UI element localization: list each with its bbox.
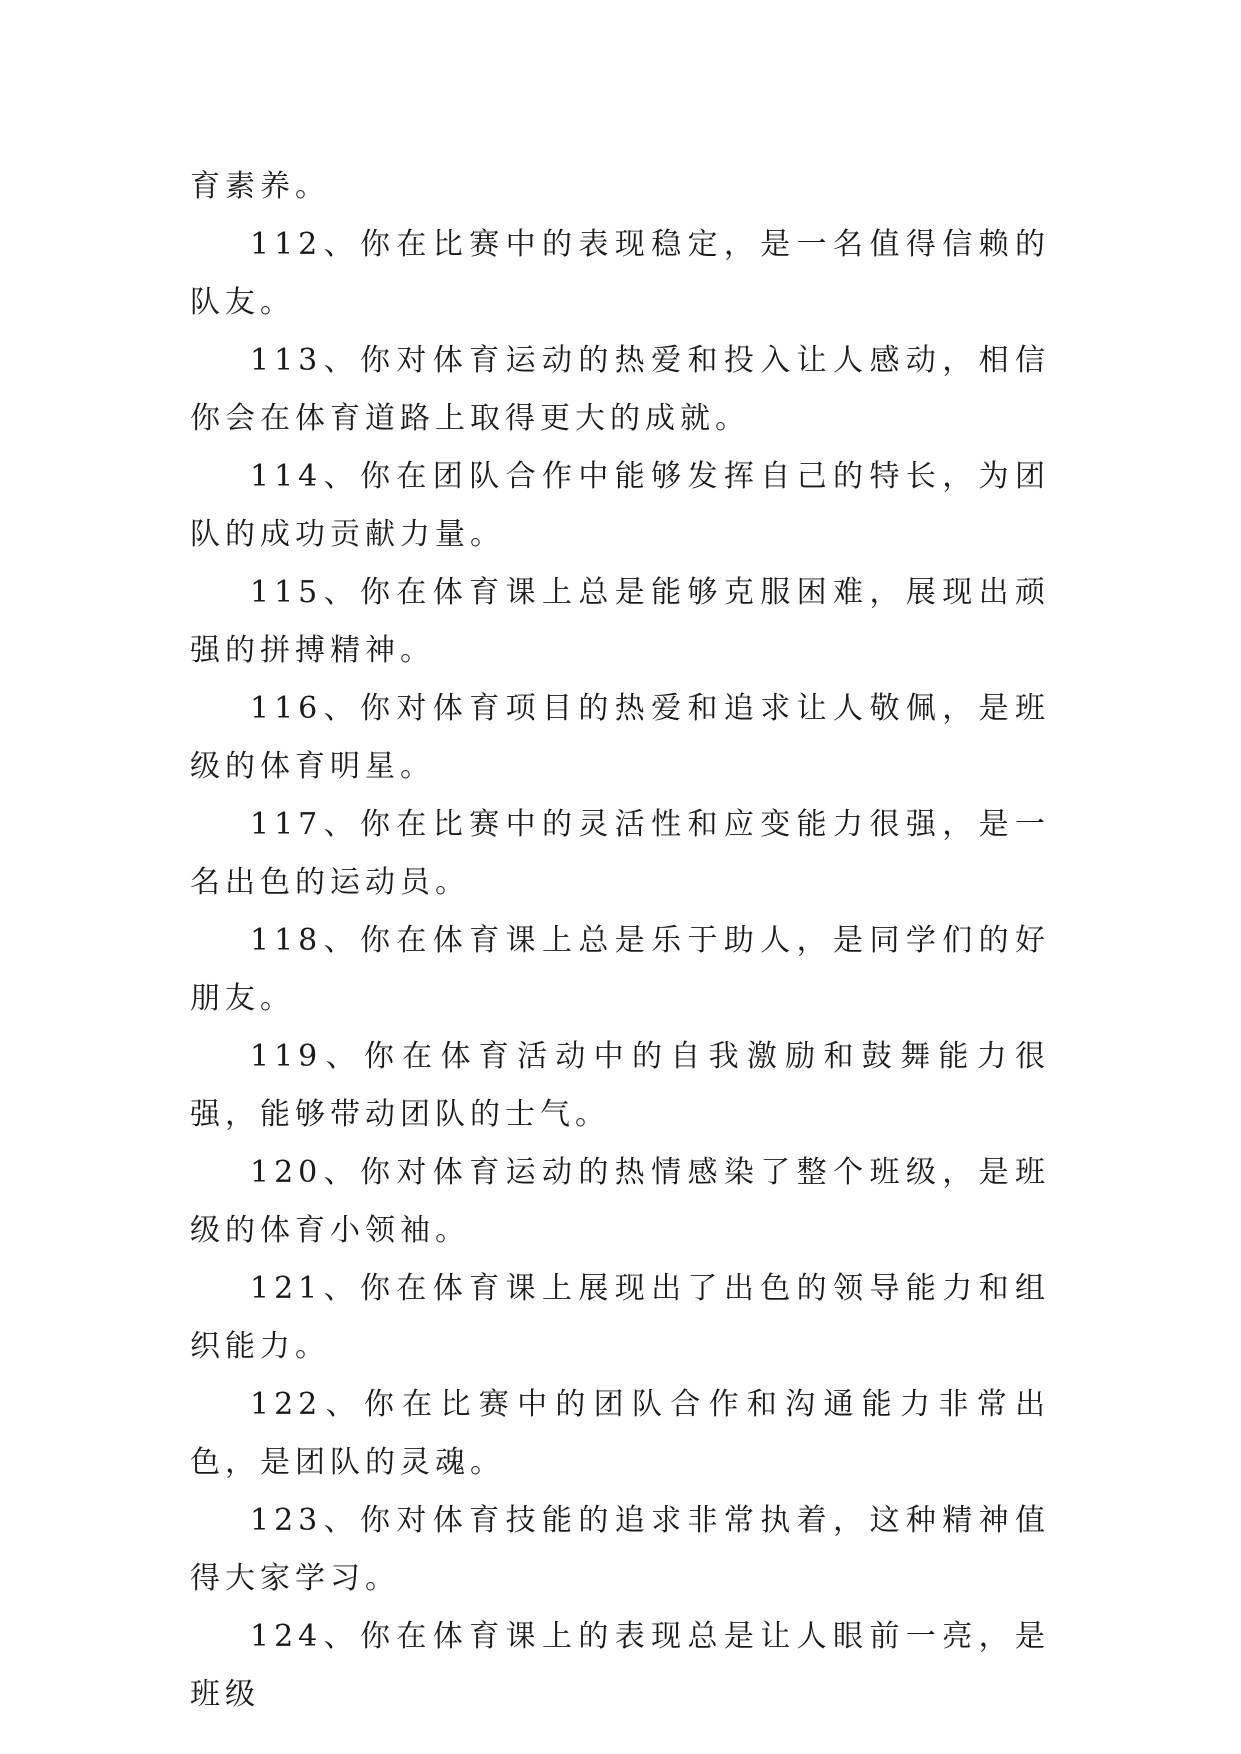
paragraph-121: 121、你在体育课上展现出了出色的领导能力和组织能力。	[190, 1271, 1050, 1364]
paragraph-120: 120、你对体育运动的热情感染了整个班级，是班级的体育小领袖。	[190, 1155, 1050, 1248]
paragraph-122: 122、你在比赛中的团队合作和沟通能力非常出色，是团队的灵魂。	[190, 1387, 1050, 1480]
paragraph-117: 117、你在比赛中的灵活性和应变能力很强，是一名出色的运动员。	[190, 807, 1050, 900]
document-body	[190, 158, 1050, 1724]
paragraph-118: 118、你在体育课上总是乐于助人，是同学们的好朋友。	[190, 923, 1050, 1016]
paragraph-continuation: 育素养。	[190, 169, 330, 204]
paragraph-123: 123、你对体育技能的追求非常执着，这种精神值得大家学习。	[190, 1503, 1050, 1596]
paragraph-112: 112、你在比赛中的表现稳定，是一名值得信赖的队友。	[190, 227, 1050, 320]
paragraph-115: 115、你在体育课上总是能够克服困难，展现出顽强的拼搏精神。	[190, 575, 1050, 668]
paragraph-113: 113、你对体育运动的热爱和投入让人感动，相信你会在体育道路上取得更大的成就。	[190, 343, 1050, 436]
paragraph-124: 124、你在体育课上的表现总是让人眼前一亮，是班级	[190, 1619, 1050, 1712]
paragraph-119: 119、你在体育活动中的自我激励和鼓舞能力很强，能够带动团队的士气。	[190, 1039, 1050, 1132]
paragraph-114: 114、你在团队合作中能够发挥自己的特长，为团队的成功贡献力量。	[190, 459, 1050, 552]
paragraph-116: 116、你对体育项目的热爱和追求让人敬佩，是班级的体育明星。	[190, 691, 1050, 784]
